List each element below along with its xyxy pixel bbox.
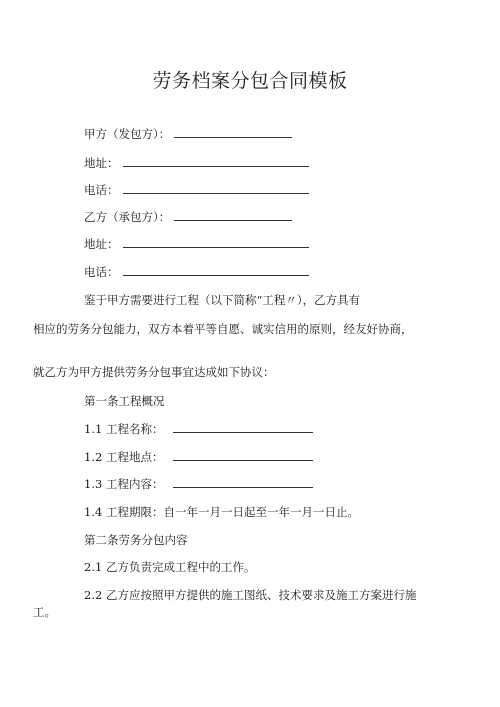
party-a-phone-field bbox=[84, 182, 309, 198]
intro-line-3: 就乙方为甲方提供劳务分包事宜达成如下协议： bbox=[33, 365, 275, 379]
party-a-phone-blank[interactable] bbox=[123, 182, 309, 194]
document-title: 劳务档案分包合同模板 bbox=[152, 70, 348, 92]
party-a-phone-label: 电话： bbox=[84, 183, 119, 197]
party-b-blank[interactable] bbox=[174, 209, 292, 221]
article-2-heading: 第二条劳务分包内容 bbox=[84, 533, 188, 547]
party-a-address-field bbox=[84, 155, 309, 171]
article-1-heading: 第一条工程概况 bbox=[84, 394, 165, 408]
party-a-address-blank[interactable] bbox=[123, 155, 309, 167]
item-1-4: 1.4 工程期限：自一年一月一日起至一年一月一日止。 bbox=[84, 505, 359, 519]
item-1-2-label: 1.2 工程地点： bbox=[84, 450, 164, 464]
party-a-address-label: 地址： bbox=[84, 156, 119, 170]
item-2-1: 2.1 乙方负责完成工程中的工作。 bbox=[84, 560, 256, 574]
item-1-3-field bbox=[84, 476, 313, 492]
intro-line-2: 相应的劳务分包能力，双方本着平等自愿、诚实信用的原则，经友好协商， bbox=[33, 322, 413, 336]
item-1-2-blank[interactable] bbox=[173, 449, 313, 461]
item-1-1-label: 1.1 工程名称： bbox=[84, 422, 164, 436]
party-b-address-field bbox=[84, 236, 309, 252]
item-1-2-field bbox=[84, 449, 313, 465]
party-b-phone-field bbox=[84, 264, 309, 280]
party-b-phone-blank[interactable] bbox=[123, 264, 309, 276]
party-b-address-blank[interactable] bbox=[123, 236, 309, 248]
item-1-3-label: 1.3 工程内容： bbox=[84, 477, 164, 491]
party-b-field bbox=[84, 209, 292, 225]
party-b-phone-label: 电话： bbox=[84, 265, 119, 279]
item-2-2: 2.2 乙方应按照甲方提供的施工图纸、技术要求及施工方案进行施工。 bbox=[33, 588, 417, 619]
item-1-1-blank[interactable] bbox=[173, 421, 313, 433]
item-1-3-blank[interactable] bbox=[173, 476, 313, 488]
party-a-label: 甲方（发包方）： bbox=[84, 127, 171, 141]
party-b-address-label: 地址： bbox=[84, 237, 119, 251]
party-a-field bbox=[84, 126, 292, 142]
party-b-label: 乙方（承包方）： bbox=[84, 210, 171, 224]
intro-line-1: 鉴于甲方需要进行工程（以下简称“工程〃），乙方具有 bbox=[84, 293, 361, 307]
item-1-1-field bbox=[84, 421, 313, 437]
party-a-blank[interactable] bbox=[174, 126, 292, 138]
